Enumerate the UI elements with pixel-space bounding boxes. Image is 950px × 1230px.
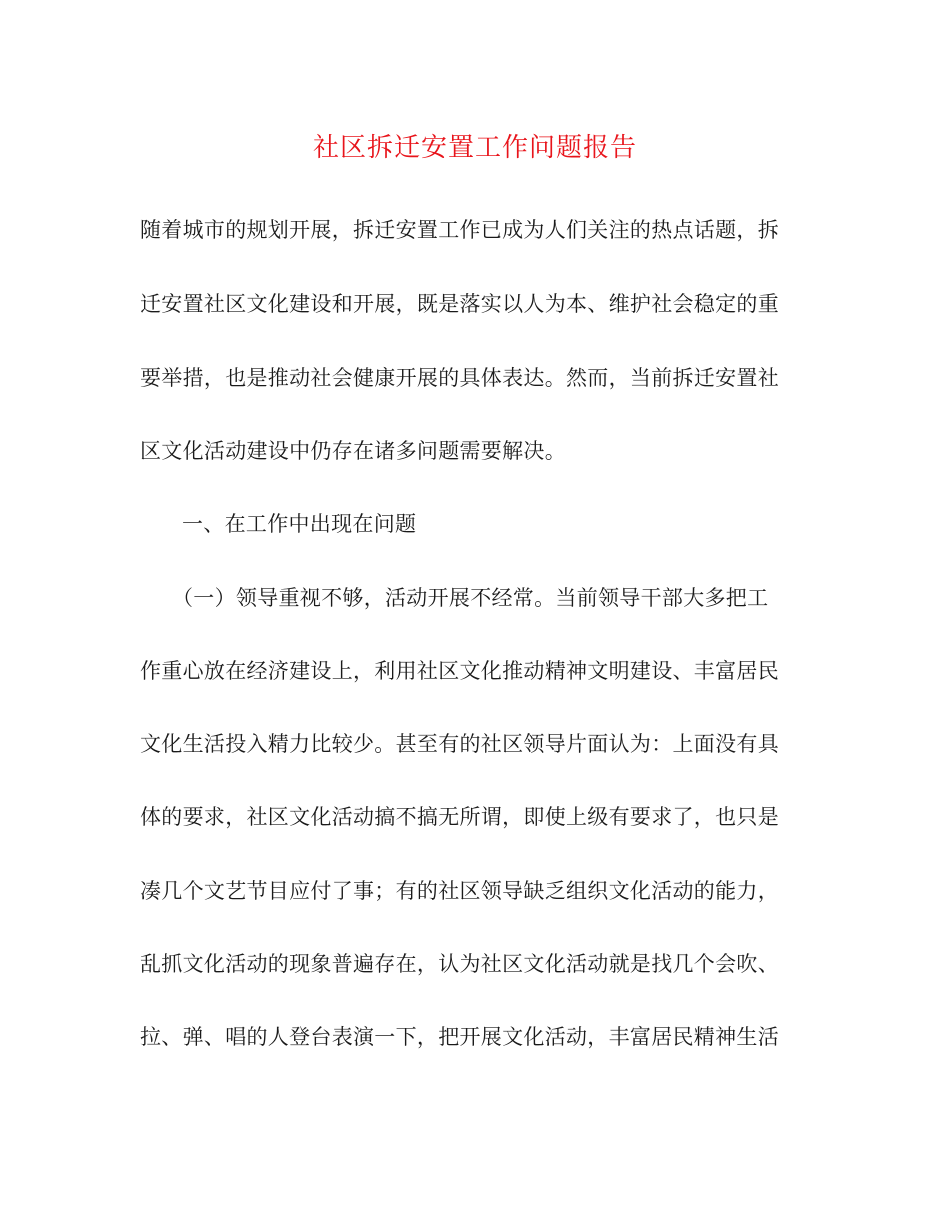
- paragraph-line-11: 拉、弹、唱的人登台表演一下，把开展文化活动，丰富居民精神生活: [140, 1025, 779, 1049]
- paragraph-line-3: 要举措，也是推动社会健康开展的具体表达。然而，当前拆迁安置社: [140, 366, 779, 390]
- paragraph-line-8: 体的要求，社区文化活动搞不搞无所谓，即使上级有要求了，也只是: [140, 805, 779, 829]
- paragraph-line-2: 迁安置社区文化建设和开展，既是落实以人为本、维护社会稳定的重: [140, 292, 779, 316]
- document-title: 社区拆迁安置工作问题报告: [312, 133, 637, 163]
- subsection-line-1: （一）领导重视不够，活动开展不经常。当前领导干部大多把工: [172, 586, 769, 610]
- paragraph-line-6: 作重心放在经济建设上，利用社区文化推动精神文明建设、丰富居民: [140, 659, 779, 683]
- paragraph-line-7: 文化生活投入精力比较少。甚至有的社区领导片面认为：上面没有具: [140, 732, 779, 756]
- section-heading: 一、在工作中出现在问题: [182, 512, 417, 536]
- paragraph-line-4: 区文化活动建设中仍存在诸多问题需要解决。: [140, 439, 566, 463]
- paragraph-line-9: 凑几个文艺节目应付了事；有的社区领导缺乏组织文化活动的能力，: [140, 879, 779, 903]
- paragraph-line-1: 随着城市的规划开展，拆迁安置工作已成为人们关注的热点话题，拆: [140, 218, 779, 242]
- paragraph-line-10: 乱抓文化活动的现象普遍存在，认为社区文化活动就是找几个会吹、: [140, 952, 779, 976]
